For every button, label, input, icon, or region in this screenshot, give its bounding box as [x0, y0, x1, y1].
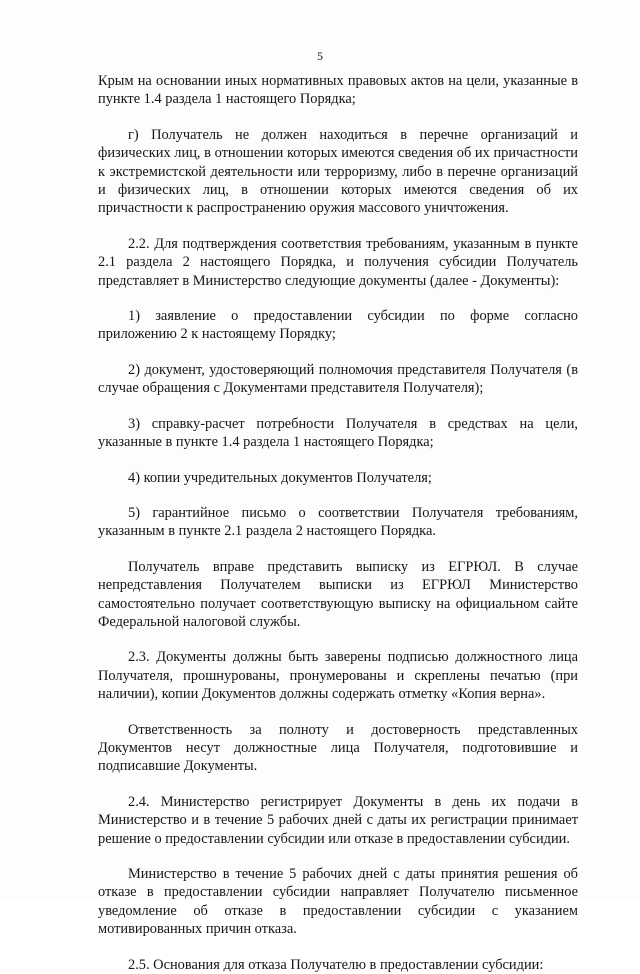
- document-body: [98, 72, 578, 974]
- paragraph-item-g: г) Получатель не должен находиться в перечне организаций и физических лиц, в отношении которых имеются сведения об их причастности к экстремистской деятельности или терроризму, либо в перечне организаций и физических лиц, в отношении которых имеются сведения об их причастности к распространению оружия массового уничтожения.: [98, 126, 578, 217]
- paragraph-continuation: Крым на основании иных нормативных правовых актов на цели, указанные в пункте 1.4 раздела 1 настоящего Порядка;: [98, 73, 578, 108]
- list-item-4: 4) копии учредительных документов Получателя;: [128, 469, 432, 486]
- paragraph-egrul: Получатель вправе представить выписку из ЕГРЮЛ. В случае непредставления Получателем выписки из ЕГРЮЛ Министерство самостоятельно получает соответствующую выписку на официальном сайте Федеральной налоговой службы.: [98, 558, 578, 630]
- list-item-1: 1) заявление о предоставлении субсидии по форме согласно приложению 2 к настоящему Порядку;: [98, 308, 578, 343]
- paragraph-2-4: 2.4. Министерство регистрирует Документы в день их подачи в Министерство и в течение 5 рабочих дней с даты их регистрации принимает решение о предоставлении субсидии или отказе в предоставлении субсидии.: [98, 793, 578, 847]
- paragraph-refusal-notice: Министерство в течение 5 рабочих дней с даты принятия решения об отказе в предоставлении субсидии направляет Получателю письменное уведомление об отказе в предоставлении субсидии с указанием мотивированных причин отказа.: [98, 866, 578, 938]
- paragraph-responsibility: Ответственность за полноту и достоверность представленных Документов несут должностные лица Получателя, подготовившие и подписавшие Документы.: [98, 721, 578, 775]
- list-item-5: 5) гарантийное письмо о соответствии Получателя требованиям, указанным в пункте 2.1 раздела 2 настоящего Порядка.: [98, 504, 578, 540]
- page-number: 5: [317, 49, 323, 63]
- list-item-2: 2) документ, удостоверяющий полномочия представителя Получателя (в случае обращения с Документами представителя Получателя);: [98, 361, 578, 397]
- paragraph-2-3: 2.3. Документы должны быть заверены подписью должностного лица Получателя, прошнурованы, пронумерованы и скреплены печатью (при наличии), копии Документов должны содержать отметку «Копия верна».: [98, 649, 578, 703]
- list-item-3: 3) справку-расчет потребности Получателя в средствах на цели, указанные в пункте 1.4 раздела 1 настоящего Порядка;: [98, 415, 578, 451]
- paragraph-2-5: 2.5. Основания для отказа Получателю в предоставлении субсидии:: [128, 956, 544, 973]
- paragraph-2-2: 2.2. Для подтверждения соответствия требованиям, указанным в пункте 2.1 раздела 2 настоящего Порядка, и получения субсидии Получатель представляет в Министерство следующие документы (далее - Документы):: [98, 235, 578, 289]
